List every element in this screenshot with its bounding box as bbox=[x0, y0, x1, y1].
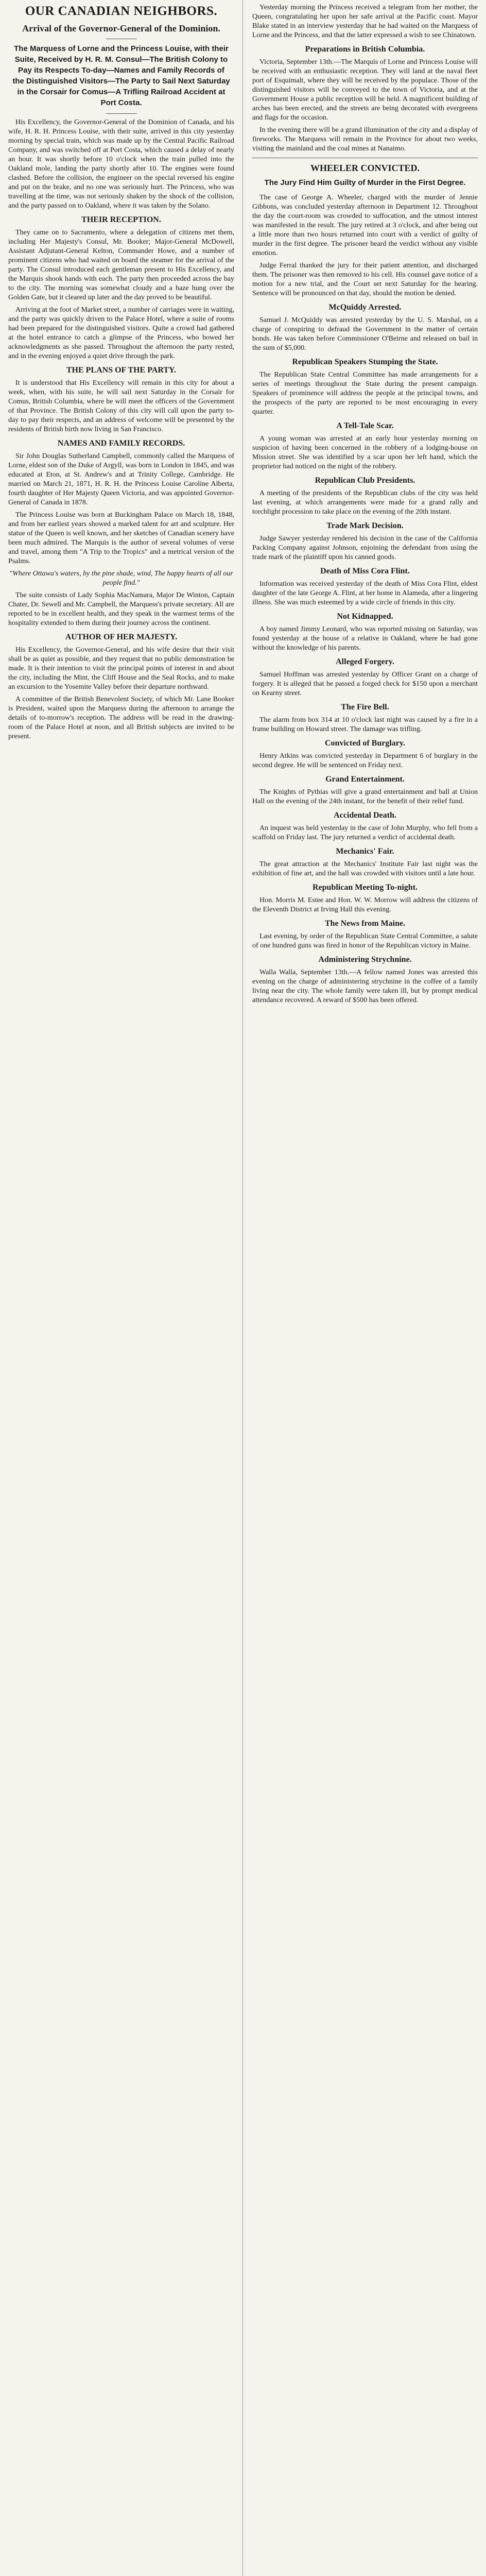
paragraph: Walla Walla, September 13th.—A fellow named Jones was arrested this evening on the charge of administering strychnine in the coffee of a family living near the city. The whole family were taken ill, but by prompt medical attendance recovered. A reward of $500 has been offered. bbox=[252, 969, 478, 1004]
article-headline: McQuiddy Arrested. bbox=[328, 303, 402, 312]
article-headline: Not Kidnapped. bbox=[337, 612, 393, 621]
article-headline: Accidental Death. bbox=[334, 811, 396, 820]
paragraph: His Excellency, the Governor-General of the Dominion of Canada, and his wife, H. R. H. Princess Louise, with their suite, arrived in this city yesterday morning by special train, which was made up by the Central Pacific Railroad Company, and was switched off at Port Costa, which caused a delay of nearly an hour. It was shortly before 10 o'clock when the train pulled into the Oakland mole, landing the party shortly after 10. The engines were found clashed. Before the collision, the engineer on the special reversed his engine and put on the brake, and no one was seriously hurt. The Princess, who was travelling at the time, was not seriously shaken by the shock of the collision, and the party passed on to Oakland, where it was taken by the Solano. bbox=[8, 118, 234, 210]
subheading: THE PLANS OF THE PARTY. bbox=[66, 366, 177, 375]
paragraph: Victoria, September 13th.—The Marquis of Lorne and Princess Louise will be received with an enthusiastic reception. They will land at the naval fleet port of Esquimalt, where they will be received by the populace. Those of the distinguished visitors will be conveyed to the town of Victoria, and at the Government House a public reception will be held. A magnificent building of arches has been erected, and the streets are being decorated with evergreens and flags for the occasion. bbox=[252, 58, 478, 122]
article-deck: The Marquess of Lorne and the Princess Louise, with their Suite, Received by H. R. M. Consul—The British Colony to Pay its Respects To-day—Names and Family Records of the Distinguished Visitors—The Party to Sail Next Saturday in the Corsair for Comus—A Trifling Railroad Accident at Port Costa. bbox=[12, 44, 230, 107]
paragraph: The Knights of Pythias will give a grand entertainment and ball at Union Hall on the evening of the 24th instant, for the benefit of their relief fund. bbox=[252, 788, 478, 805]
right-column bbox=[243, 0, 486, 2576]
article-headline: Trade Mark Decision. bbox=[326, 521, 404, 530]
masthead: OUR CANADIAN NEIGHBORS. bbox=[25, 4, 218, 18]
paragraph: Sir John Douglas Sutherland Campbell, commonly called the Marquess of Lorne, eldest son of the Duke of Argyll, was born in London in 1845, and was educated at Eton, at St. Andrew's and at Trinity College, Cambridge. He married on March 21, 1871, H. R. H. the Princess Louise Caroline Alberta, fourth daughter of Her Majesty Queen Victoria, and was appointed Governor-General of Canada in 1878. bbox=[8, 452, 234, 506]
paragraph: In the evening there will be a grand illumination of the city and a display of fireworks. The Marquess will remain in the Province for about two weeks, visiting the mainland and the coal mines at Nanaimo. bbox=[252, 126, 478, 152]
paragraph: A committee of the British Benevolent Society, of which Mr. Lane Booker is President, waited upon the Marquess during the afternoon to arrange the details of to-morrow's reception. The address will be read in the drawing-room of the Palace Hotel at noon, and all British subjects are invited to be present. bbox=[8, 696, 234, 740]
paragraph: Yesterday morning the Princess received a telegram from her mother, the Queen, congratulating her upon her safe arrival at the Pacific coast. Mayor Blake stated in an interview yesterday that he had waited on the Marquess of Lorne and the Princess, and that the latter expressed a wish to see Chinatown. bbox=[252, 4, 478, 39]
article-headline: WHEELER CONVICTED. bbox=[310, 163, 420, 173]
article-deck: The Jury Find Him Guilty of Murder in the First Degree. bbox=[264, 178, 466, 187]
paragraph: Last evening, by order of the Republican State Central Committee, a salute of one hundred guns was fired in honor of the Republican victory in Maine. bbox=[252, 933, 478, 950]
divider bbox=[106, 113, 137, 114]
article-headline: Mechanics' Fair. bbox=[336, 847, 394, 856]
article-headline: The Fire Bell. bbox=[341, 703, 389, 711]
article-headline: Republican Speakers Stumping the State. bbox=[292, 358, 438, 366]
article-headline: Arrival of the Governor-General of the Dominion. bbox=[22, 23, 220, 33]
article-headline: The News from Maine. bbox=[324, 919, 406, 928]
article-headline: Republican Meeting To-night. bbox=[312, 883, 418, 892]
subheading: NAMES AND FAMILY RECORDS. bbox=[57, 439, 185, 448]
subheading: THEIR RECEPTION. bbox=[81, 215, 161, 224]
paragraph: The case of George A. Wheeler, charged with the murder of Jennie Gibbons, was concluded yesterday afternoon in Department 12. Throughout the day the court-room was crowded to suffocation, and the utmost interest was manifested in the result. The jury retired at 3 o'clock, and after being out a little more than two hours returned into court with a verdict of guilty of murder in the first degree. The prisoner heard the verdict without any visible emotion. bbox=[252, 194, 478, 257]
article-headline: Preparations in British Columbia. bbox=[305, 45, 425, 54]
paragraph: Samuel J. McQuiddy was arrested yesterday by the U. S. Marshal, on a charge of conspiring to defraud the Government in the matter of certain bonds. He was taken before Commissioner O'Beirne and released on bail in the sum of $5,000. bbox=[252, 316, 478, 352]
paragraph: Judge Sawyer yesterday rendered his decision in the case of the California Packing Company against Johnson, enjoining the defendant from using the trade mark of the plaintiff upon his canned goods. bbox=[252, 535, 478, 561]
subheading: AUTHOR OF HER MAJESTY. bbox=[65, 633, 178, 641]
paragraph: The Princess Louise was born at Buckingham Palace on March 18, 1848, and from her earliest years showed a marked talent for art and sculpture. Her statue of the Queen is well known, and her sketches of Canadian scenery have been much admired. The Marquis is the author of several volumes of verse and travel, among them "A Trip to the Tropics" and a metrical version of the Psalms. bbox=[8, 511, 234, 565]
paragraph: The suite consists of Lady Sophia MacNamara, Major De Winton, Captain Chater, Dr. Sewell and Mr. Campbell, the Marquess's private secretary. All are reported to be in excellent health, and they speak in the warmest terms of the hospitality extended to them during their journey across the continent. bbox=[8, 591, 234, 627]
paragraph: It is understood that His Excellency will remain in this city for about a week, when, with his suite, he will sail next Saturday in the Corsair for Comus, British Columbia, where he will meet the officers of the Government of that Province. The British Colony of this city will call upon the party to-day to pay their respects, and an address of welcome will be presented by the residents of British birth now living in San Francisco. bbox=[8, 379, 234, 433]
article-headline: Grand Entertainment. bbox=[325, 775, 405, 784]
article-headline: Republican Club Presidents. bbox=[315, 476, 415, 485]
article-headline: A Tell-Tale Scar. bbox=[336, 421, 394, 430]
article-headline: Alleged Forgery. bbox=[336, 657, 394, 666]
paragraph: Arriving at the foot of Market street, a number of carriages were in waiting, and the party was quickly driven to the Palace Hotel, where a suite of rooms had been prepared for the distinguished visitors. Quite a crowd had gathered at the hotel entrance to catch a glimpse of the Princess, who bowed her acknowledgments as she passed. Throughout the afternoon the party rested, and in the evening enjoyed a quiet drive through the park. bbox=[8, 306, 234, 360]
article-headline: Convicted of Burglary. bbox=[325, 739, 405, 748]
paragraph: Judge Ferral thanked the jury for their patient attention, and discharged them. The prisoner was then removed to his cell. His counsel gave notice of a motion for a new trial, and the Court set next Saturday for the hearing. Sentence will be pronounced on that day, should the motion be denied. bbox=[252, 262, 478, 297]
paragraph: A boy named Jimmy Leonard, who was reported missing on Saturday, was found yesterday at the house of a relative in Oakland, where he had gone without the knowledge of his parents. bbox=[252, 625, 478, 652]
paragraph: A young woman was arrested at an early hour yesterday morning on suspicion of having been concerned in the robbery of a lodging-house on Mission street. She was identified by a scar upon her left hand, which the proprietor had noticed on the night of the robbery. bbox=[252, 435, 478, 470]
article-headline: Administering Strychnine. bbox=[318, 955, 412, 964]
verse: "Where Ottawa's waters, by the pine shade, wind, The happy hearts of all our people find." bbox=[9, 570, 233, 587]
paragraph: An inquest was held yesterday in the case of John Murphy, who fell from a scaffold on Friday last. The jury returned a verdict of accidental death. bbox=[252, 824, 478, 841]
paragraph: His Excellency, the Governor-General, and his wife desire that their visit shall be as quiet as possible, and they request that no public demonstration be made. It is their intention to visit the principal points of interest in and about the city, including the Mint, the Cliff House and the Seal Rocks, and to make an excursion to the Yosemite Valley before their departure northward. bbox=[8, 646, 234, 691]
paragraph: The Republican State Central Committee has made arrangements for a series of meetings throughout the State during the present campaign. Speakers of prominence will address the people at the principal towns, and the prospects of the party are reported to be most encouraging in every quarter. bbox=[252, 371, 478, 416]
paragraph: The great attraction at the Mechanics' Institute Fair last night was the exhibition of fine art, and the hall was crowded with visitors until a late hour. bbox=[252, 860, 478, 877]
paragraph: Samuel Hoffman was arrested yesterday by Officer Grant on a charge of forgery. It is alleged that he passed a forged check for $150 upon a merchant on Kearny street. bbox=[252, 671, 478, 697]
paragraph: Information was received yesterday of the death of Miss Cora Flint, eldest daughter of the late George A. Flint, at her home in Alameda, after a lingering illness. She was much esteemed by a wide circle of friends in this city. bbox=[252, 580, 478, 606]
paragraph: They came on to Sacramento, where a delegation of citizens met them, including Her Majesty's Consul, Mr. Booker; Major-General McDowell, Assistant Adjutant-General Kelton, Commander Howe, and a number of prominent citizens who had waited on board the steamer for the arrival of the party. The Consul introduced each gentleman present to His Excellency, and the Marquis shook hands with each. The party then proceeded across the bay to the city. The morning was somewhat cloudy and a haze hung over the Golden Gate, but it cleared up later and the day proved to be beautiful. bbox=[8, 229, 234, 301]
paragraph: Henry Atkins was convicted yesterday in Department 6 of burglary in the second degree. He will be sentenced on Friday next. bbox=[252, 752, 478, 769]
paragraph: Hon. Morris M. Estee and Hon. W. W. Morrow will address the citizens of the Eleventh District at Irving Hall this evening. bbox=[252, 896, 478, 913]
article-headline: Death of Miss Cora Flint. bbox=[320, 567, 410, 575]
paragraph: The alarm from box 314 at 10 o'clock last night was caused by a fire in a frame building on Howard street. The damage was trifling. bbox=[252, 716, 478, 733]
paragraph: A meeting of the presidents of the Republican clubs of the city was held last evening, at which arrangements were made for a grand rally and torchlight procession to take place on the evening of the 20th instant. bbox=[252, 489, 478, 516]
